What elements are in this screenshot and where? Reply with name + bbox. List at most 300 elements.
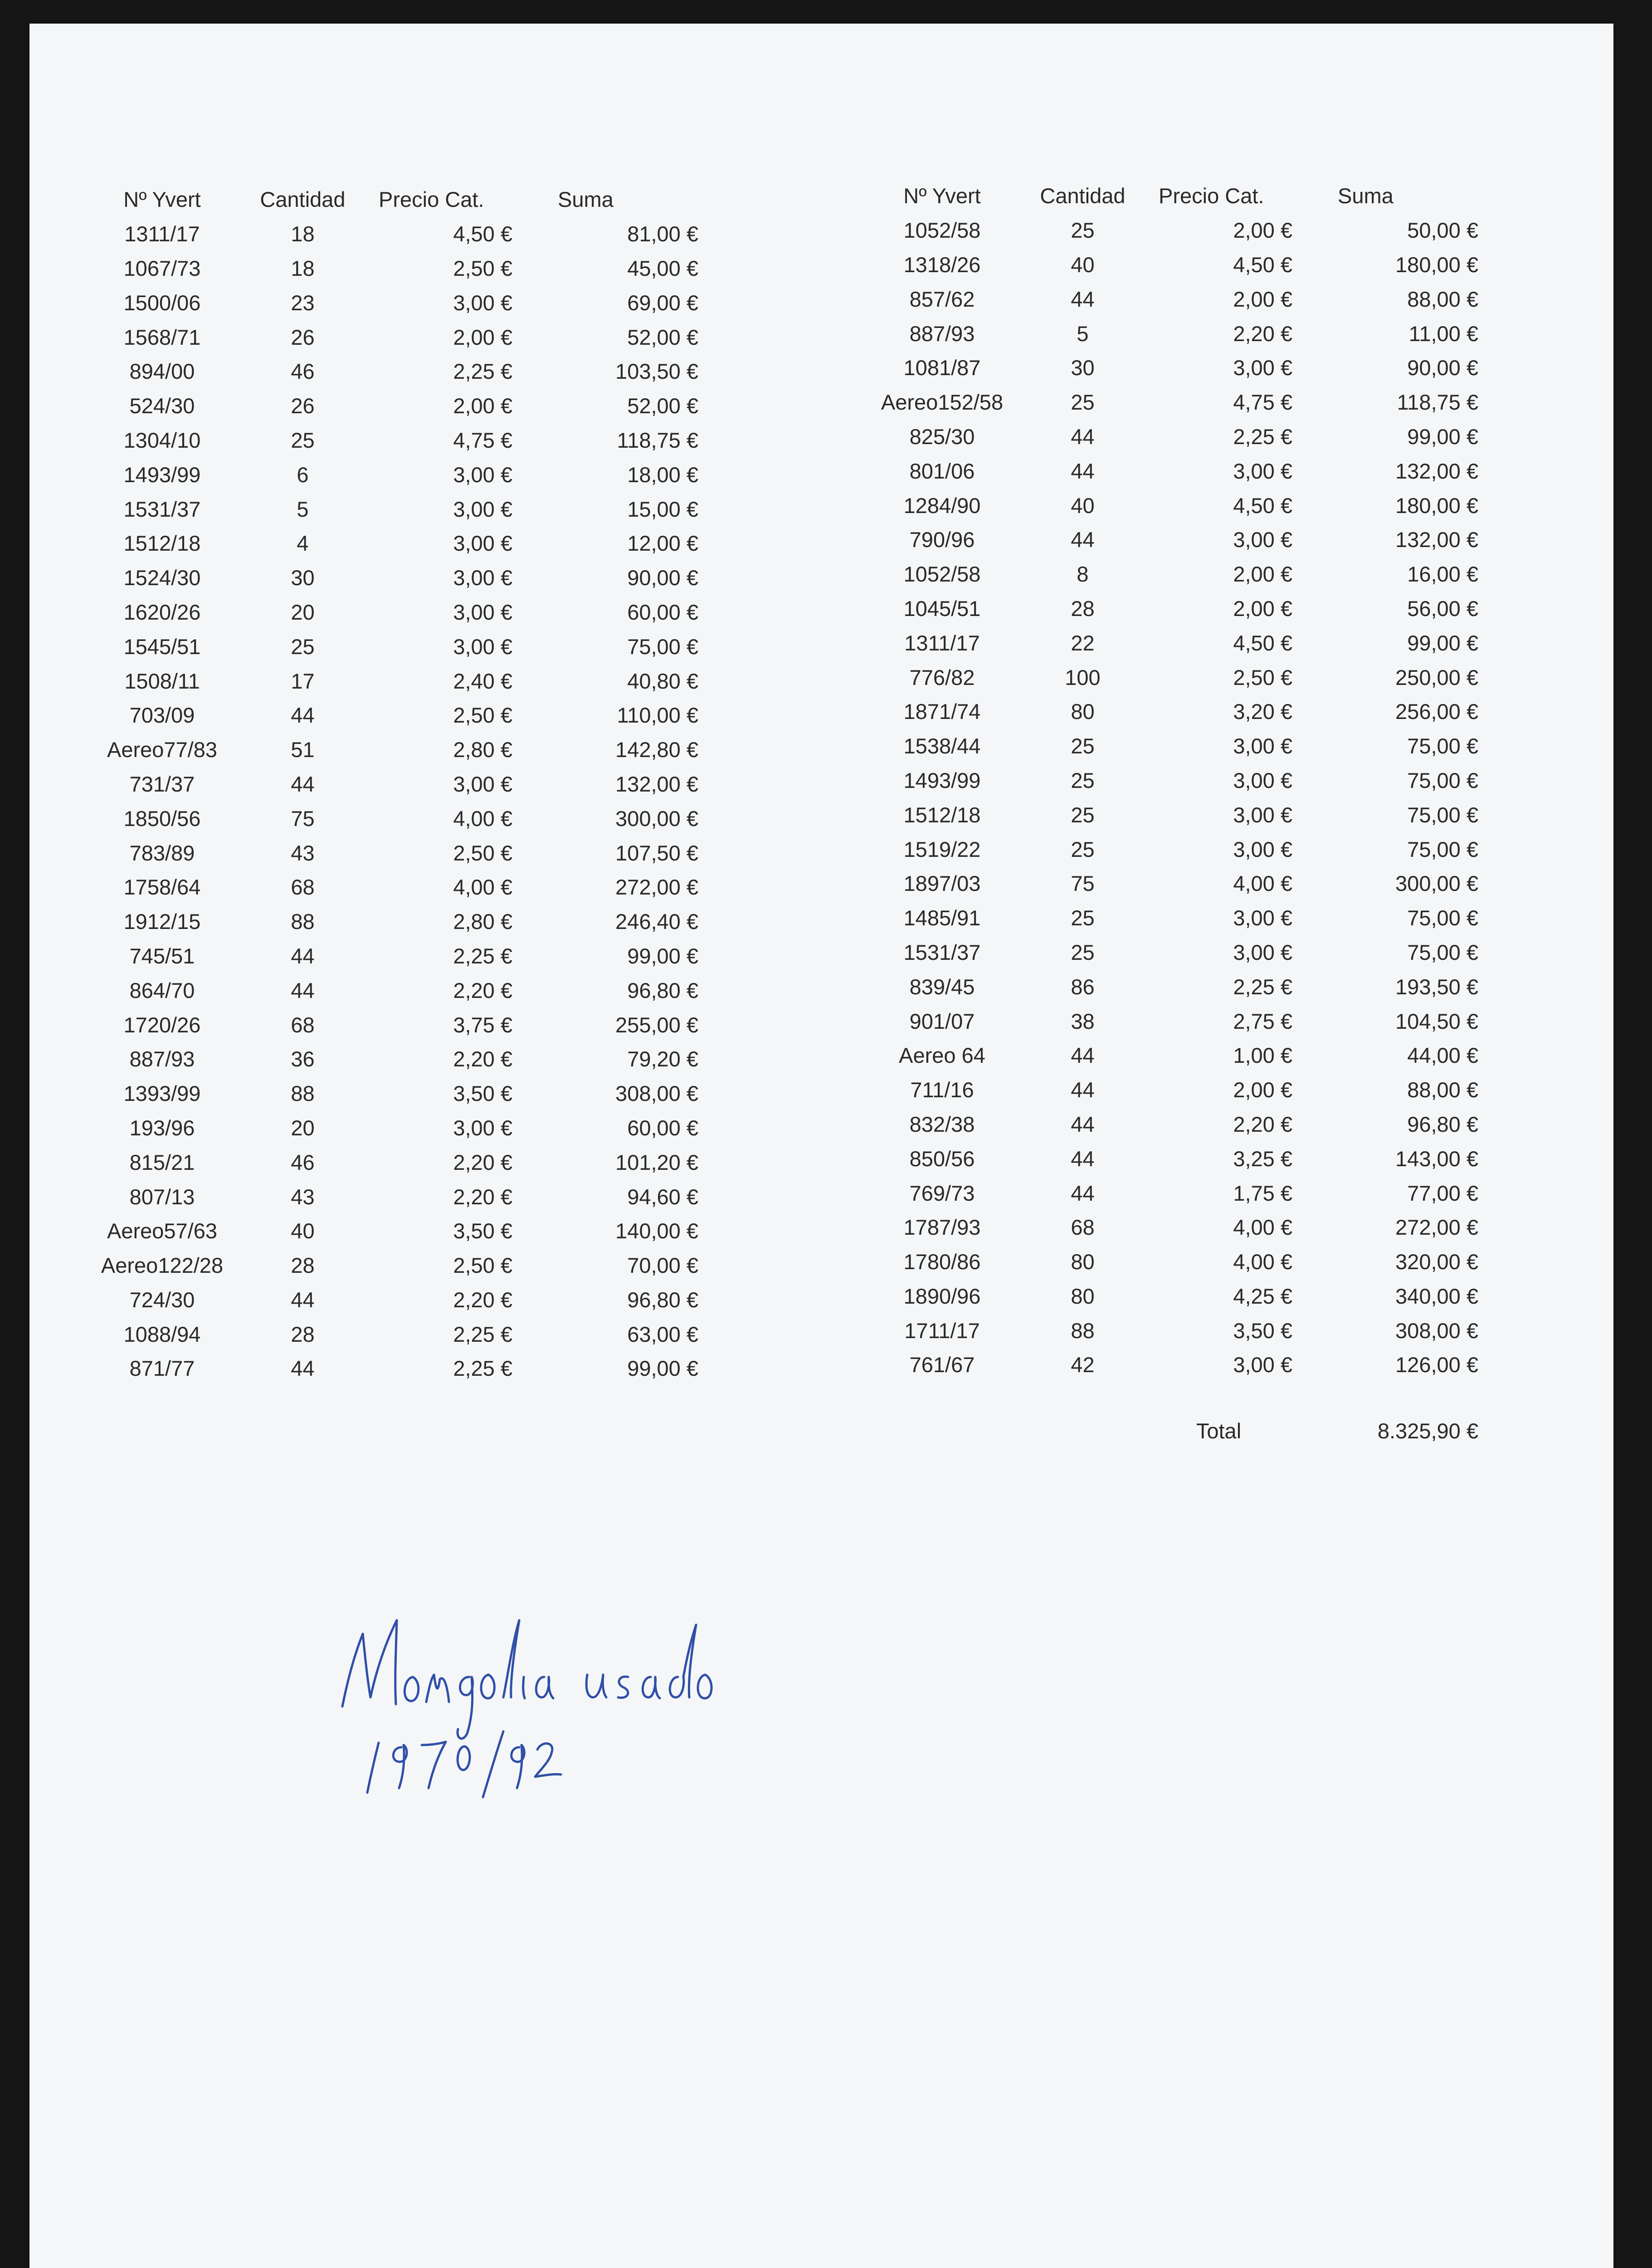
cell-cantidad: 18	[291, 222, 315, 246]
cell-precio: 3,20 €	[1233, 699, 1292, 724]
cell-precio: 4,75 €	[453, 428, 512, 452]
cell-precio: 4,00 €	[453, 806, 512, 831]
table-row	[864, 1210, 1478, 1245]
cell-yvert: 1284/90	[903, 493, 981, 518]
cell-cantidad: 44	[291, 1287, 315, 1312]
table-row	[864, 763, 1478, 798]
cell-cantidad: 80	[1071, 1284, 1095, 1308]
cell-cantidad: 44	[1071, 1078, 1095, 1102]
cell-cantidad: 44	[291, 978, 315, 1002]
cell-yvert: Aereo57/63	[107, 1219, 218, 1243]
cell-suma: 52,00 €	[627, 394, 698, 418]
cell-yvert: 724/30	[129, 1287, 195, 1312]
cell-precio: 2,25 €	[453, 1322, 512, 1346]
table-row	[84, 251, 698, 286]
cell-suma: 15,00 €	[627, 497, 698, 521]
cell-cantidad: 88	[1071, 1318, 1095, 1343]
cell-suma: 90,00 €	[627, 566, 698, 590]
cell-suma: 110,00 €	[617, 703, 698, 728]
cell-precio: 3,00 €	[1233, 906, 1292, 930]
cell-cantidad: 20	[291, 600, 315, 624]
cell-yvert: 1311/17	[124, 222, 200, 246]
cell-precio: 4,50 €	[453, 222, 512, 246]
cell-precio: 2,00 €	[1233, 218, 1292, 243]
cell-suma: 99,00 €	[627, 943, 698, 968]
cell-yvert: 887/93	[129, 1047, 195, 1071]
cell-suma: 56,00 €	[1407, 596, 1478, 621]
cell-suma: 118,75 €	[617, 428, 698, 452]
cell-cantidad: 25	[1071, 734, 1095, 758]
cell-suma: 101,20 €	[615, 1150, 698, 1174]
cell-yvert: 815/21	[129, 1150, 195, 1174]
cell-suma: 40,80 €	[627, 669, 698, 693]
cell-yvert: 1850/56	[123, 806, 201, 831]
cell-suma: 88,00 €	[1407, 1078, 1478, 1102]
table-row	[864, 1073, 1478, 1107]
cell-yvert: 850/56	[909, 1146, 975, 1171]
cell-yvert: 1052/58	[903, 562, 981, 587]
cell-cantidad: 68	[291, 1012, 315, 1037]
table-row	[84, 698, 698, 733]
table-row	[864, 248, 1478, 282]
cell-yvert: 857/62	[909, 287, 975, 311]
cell-precio: 3,00 €	[453, 566, 512, 590]
cell-yvert: 1531/37	[123, 497, 201, 521]
cell-yvert: Aereo122/28	[101, 1253, 224, 1278]
table-row	[84, 939, 698, 973]
stamp-table-left	[84, 182, 698, 1386]
cell-precio: 3,00 €	[1233, 1353, 1292, 1377]
cell-yvert: 1524/30	[123, 566, 201, 590]
cell-suma: 300,00 €	[615, 806, 698, 831]
cell-cantidad: 80	[1071, 699, 1095, 724]
table-row	[864, 626, 1478, 660]
cell-yvert: 731/37	[129, 772, 195, 796]
cell-cantidad: 44	[291, 1356, 315, 1381]
cell-yvert: 1512/18	[123, 531, 201, 556]
cell-yvert: 832/38	[909, 1112, 975, 1136]
table-row	[864, 729, 1478, 763]
cell-cantidad: 100	[1065, 665, 1101, 689]
table-row	[864, 213, 1478, 248]
cell-precio: 3,00 €	[1233, 734, 1292, 758]
cell-yvert: 1311/17	[904, 631, 980, 655]
cell-suma: 107,50 €	[615, 841, 698, 865]
table-row	[864, 1245, 1478, 1279]
table-row	[864, 385, 1478, 420]
cell-precio: 3,50 €	[453, 1219, 512, 1243]
cell-cantidad: 43	[291, 841, 315, 865]
cell-cantidad: 30	[291, 566, 315, 590]
cell-yvert: 761/67	[909, 1353, 975, 1377]
table-row	[84, 1076, 698, 1111]
cell-cantidad: 44	[291, 943, 315, 968]
cell-precio: 3,00 €	[453, 290, 512, 315]
cell-suma: 44,00 €	[1407, 1043, 1478, 1068]
cell-suma: 75,00 €	[1407, 906, 1478, 930]
cell-yvert: 1568/71	[123, 325, 201, 349]
cell-suma: 75,00 €	[627, 634, 698, 659]
table-row	[84, 973, 698, 1007]
cell-yvert: 871/77	[129, 1356, 195, 1381]
cell-suma: 308,00 €	[615, 1081, 698, 1106]
cell-precio: 3,00 €	[453, 497, 512, 521]
cell-yvert: 1512/18	[903, 802, 981, 827]
cell-cantidad: 68	[1071, 1215, 1095, 1240]
cell-cantidad: 5	[1077, 321, 1089, 346]
cell-cantidad: 44	[1071, 1146, 1095, 1171]
cell-cantidad: 88	[291, 909, 315, 934]
cell-suma: 16,00 €	[1407, 562, 1478, 587]
table-row	[84, 354, 698, 389]
cell-yvert: 1758/64	[123, 875, 201, 899]
cell-precio: 2,00 €	[453, 325, 512, 349]
cell-cantidad: 88	[291, 1081, 315, 1106]
table-row	[84, 492, 698, 526]
cell-yvert: 1067/73	[123, 256, 201, 280]
cell-suma: 99,00 €	[1407, 631, 1478, 655]
cell-precio: 2,50 €	[453, 703, 512, 728]
cell-yvert: 745/51	[129, 943, 195, 968]
cell-yvert: 1871/74	[903, 699, 981, 724]
cell-suma: 94,60 €	[627, 1184, 698, 1209]
cell-yvert: 769/73	[909, 1181, 975, 1205]
cell-suma: 75,00 €	[1407, 837, 1478, 861]
cell-suma: 272,00 €	[615, 875, 698, 899]
cell-suma: 75,00 €	[1407, 802, 1478, 827]
cell-suma: 143,00 €	[1395, 1146, 1478, 1171]
table-row	[864, 1348, 1478, 1382]
cell-yvert: 1531/37	[903, 940, 981, 964]
cell-precio: 2,50 €	[453, 1253, 512, 1278]
cell-precio: 3,75 €	[453, 1012, 512, 1037]
cell-cantidad: 22	[1071, 631, 1095, 655]
cell-cantidad: 25	[1071, 940, 1095, 964]
cell-suma: 63,00 €	[627, 1322, 698, 1346]
cell-yvert: 1538/44	[903, 734, 981, 758]
cell-yvert: 1318/26	[903, 252, 981, 277]
cell-yvert: 524/30	[129, 394, 195, 418]
cell-suma: 132,00 €	[1395, 459, 1478, 483]
cell-precio: 2,20 €	[453, 978, 512, 1002]
table-row	[84, 836, 698, 870]
cell-suma: 103,50 €	[615, 359, 698, 384]
table-row	[84, 389, 698, 423]
cell-yvert: 887/93	[909, 321, 975, 346]
table-row	[864, 523, 1478, 557]
cell-precio: 3,00 €	[453, 772, 512, 796]
cell-yvert: 1493/99	[123, 462, 201, 487]
cell-cantidad: 44	[1071, 1043, 1095, 1068]
cell-suma: 18,00 €	[627, 462, 698, 487]
cell-cantidad: 40	[1071, 252, 1095, 277]
cell-cantidad: 80	[1071, 1250, 1095, 1274]
cell-cantidad: 44	[1071, 1112, 1095, 1136]
cell-yvert: 825/30	[909, 424, 975, 449]
cell-yvert: 1890/96	[903, 1284, 981, 1308]
cell-suma: 256,00 €	[1395, 699, 1478, 724]
cell-precio: 4,00 €	[453, 875, 512, 899]
cell-suma: 255,00 €	[615, 1012, 698, 1037]
cell-precio: 3,00 €	[453, 600, 512, 624]
cell-precio: 2,20 €	[453, 1184, 512, 1209]
cell-cantidad: 6	[297, 462, 309, 487]
cell-precio: 2,50 €	[453, 256, 512, 280]
col-header-yvert: Nº Yvert	[903, 184, 981, 208]
cell-precio: 2,80 €	[453, 909, 512, 934]
cell-cantidad: 28	[291, 1322, 315, 1346]
table-row	[84, 423, 698, 458]
cell-cantidad: 4	[297, 531, 309, 556]
cell-yvert: 776/82	[909, 665, 975, 689]
cell-yvert: 1897/03	[903, 871, 981, 896]
cell-yvert: 1780/86	[903, 1250, 981, 1274]
col-header-cantidad: Cantidad	[1040, 184, 1126, 208]
cell-cantidad: 44	[1071, 459, 1095, 483]
cell-yvert: 1620/26	[123, 600, 201, 624]
cell-yvert: 1500/06	[123, 290, 201, 315]
cell-precio: 2,50 €	[1233, 665, 1292, 689]
table-row	[84, 1214, 698, 1248]
cell-suma: 142,80 €	[615, 738, 698, 762]
cell-precio: 3,50 €	[453, 1081, 512, 1106]
cell-cantidad: 25	[1071, 906, 1095, 930]
cell-cantidad: 86	[1071, 974, 1095, 999]
table-row	[84, 733, 698, 767]
cell-precio: 3,00 €	[1233, 802, 1292, 827]
cell-precio: 4,00 €	[1233, 1215, 1292, 1240]
cell-suma: 45,00 €	[627, 256, 698, 280]
cell-precio: 3,00 €	[1233, 940, 1292, 964]
col-header-precio: Precio Cat.	[379, 187, 484, 212]
cell-cantidad: 23	[291, 290, 315, 315]
table-row	[864, 935, 1478, 970]
table-row	[864, 316, 1478, 351]
cell-precio: 2,25 €	[453, 943, 512, 968]
cell-precio: 1,00 €	[1233, 1043, 1292, 1068]
cell-suma: 320,00 €	[1395, 1250, 1478, 1274]
table-row	[84, 629, 698, 664]
table-row	[84, 1179, 698, 1214]
cell-yvert: 807/13	[129, 1184, 195, 1209]
total-row	[864, 1382, 1478, 1448]
cell-precio: 4,50 €	[1233, 631, 1292, 655]
cell-precio: 4,00 €	[1233, 1250, 1292, 1274]
col-header-suma: Suma	[1338, 184, 1394, 208]
table-row	[864, 901, 1478, 935]
cell-cantidad: 25	[1071, 802, 1095, 827]
table-row	[84, 1042, 698, 1076]
cell-yvert: 1485/91	[903, 906, 981, 930]
cell-precio: 3,00 €	[453, 634, 512, 659]
cell-yvert: 1304/10	[123, 428, 201, 452]
cell-yvert: 1912/15	[123, 909, 201, 934]
cell-yvert: 801/06	[909, 459, 975, 483]
cell-suma: 70,00 €	[627, 1253, 698, 1278]
cell-cantidad: 25	[291, 634, 315, 659]
cell-precio: 2,20 €	[453, 1287, 512, 1312]
cell-suma: 180,00 €	[1395, 493, 1478, 518]
table-row	[864, 866, 1478, 901]
cell-suma: 132,00 €	[1395, 528, 1478, 552]
table-row	[864, 351, 1478, 385]
cell-cantidad: 44	[1071, 528, 1095, 552]
table-header-row	[864, 179, 1478, 213]
cell-suma: 12,00 €	[627, 531, 698, 556]
cell-suma: 193,50 €	[1395, 974, 1478, 999]
table-row	[84, 1111, 698, 1145]
table-row	[84, 1317, 698, 1351]
table-row	[84, 320, 698, 354]
cell-yvert: 839/45	[909, 974, 975, 999]
cell-cantidad: 42	[1071, 1353, 1095, 1377]
table-row	[84, 801, 698, 836]
cell-suma: 104,50 €	[1395, 1009, 1478, 1033]
cell-precio: 2,20 €	[453, 1150, 512, 1174]
cell-suma: 246,40 €	[615, 909, 698, 934]
cell-suma: 96,80 €	[1407, 1112, 1478, 1136]
cell-suma: 60,00 €	[627, 1115, 698, 1140]
cell-suma: 96,80 €	[627, 978, 698, 1002]
cell-suma: 88,00 €	[1407, 287, 1478, 311]
cell-yvert: 1493/99	[903, 768, 981, 792]
table-row	[84, 767, 698, 802]
cell-suma: 11,00 €	[1408, 321, 1478, 346]
cell-cantidad: 8	[1077, 562, 1089, 587]
cell-cantidad: 20	[291, 1115, 315, 1140]
table-body-left	[84, 217, 698, 1386]
cell-suma: 99,00 €	[1407, 424, 1478, 449]
handwritten-note	[329, 1602, 782, 1802]
cell-cantidad: 25	[1071, 768, 1095, 792]
cell-cantidad: 40	[1071, 493, 1095, 518]
table-row	[84, 904, 698, 939]
cell-cantidad: 25	[1071, 218, 1095, 243]
cell-yvert: 790/96	[909, 528, 975, 552]
table-header-row	[84, 182, 698, 217]
cell-yvert: 1519/22	[903, 837, 981, 861]
cell-yvert: 703/09	[129, 703, 195, 728]
cell-cantidad: 18	[291, 256, 315, 280]
cell-cantidad: 46	[291, 359, 315, 384]
table-row	[864, 454, 1478, 488]
cell-cantidad: 17	[291, 669, 315, 693]
cell-suma: 90,00 €	[1407, 356, 1478, 380]
cell-yvert: Aereo77/83	[107, 738, 218, 762]
cell-suma: 75,00 €	[1407, 734, 1478, 758]
cell-suma: 308,00 €	[1395, 1318, 1478, 1343]
cell-suma: 180,00 €	[1395, 252, 1478, 277]
cell-yvert: 864/70	[129, 978, 195, 1002]
total-value: 8.325,90 €	[1377, 1419, 1478, 1443]
table-row	[84, 457, 698, 492]
cell-cantidad: 51	[291, 738, 315, 762]
cell-suma: 300,00 €	[1395, 871, 1478, 896]
cell-cantidad: 40	[291, 1219, 315, 1243]
cell-precio: 2,25 €	[453, 359, 512, 384]
cell-yvert: Aereo 64	[899, 1043, 985, 1068]
cell-cantidad: 44	[1071, 424, 1095, 449]
cell-precio: 2,25 €	[453, 1356, 512, 1381]
table-row	[864, 1313, 1478, 1348]
cell-precio: 3,00 €	[1233, 768, 1292, 792]
table-row	[84, 1145, 698, 1179]
table-row	[84, 664, 698, 698]
cell-yvert: 783/89	[129, 841, 195, 865]
cell-precio: 3,00 €	[1233, 528, 1292, 552]
cell-yvert: 193/96	[129, 1115, 195, 1140]
cell-cantidad: 44	[291, 703, 315, 728]
cell-precio: 3,00 €	[1233, 356, 1292, 380]
cell-cantidad: 38	[1071, 1009, 1095, 1033]
cell-suma: 60,00 €	[627, 600, 698, 624]
table-row	[84, 595, 698, 630]
cell-cantidad: 75	[291, 806, 315, 831]
cell-precio: 2,40 €	[453, 669, 512, 693]
col-header-cantidad: Cantidad	[260, 187, 346, 212]
table-row	[864, 969, 1478, 1004]
table-row	[864, 1279, 1478, 1314]
cell-precio: 2,25 €	[1233, 424, 1292, 449]
cell-precio: 4,75 €	[1233, 390, 1292, 415]
table-row	[84, 285, 698, 320]
cell-cantidad: 25	[1071, 390, 1095, 415]
cell-precio: 2,20 €	[1233, 321, 1292, 346]
cell-yvert: 894/00	[129, 359, 195, 384]
cell-cantidad: 28	[1071, 596, 1095, 621]
cell-suma: 69,00 €	[627, 290, 698, 315]
table-row	[864, 557, 1478, 591]
cell-suma: 75,00 €	[1407, 768, 1478, 792]
cell-precio: 3,00 €	[453, 462, 512, 487]
cell-yvert: 711/16	[910, 1078, 974, 1102]
table-row	[84, 561, 698, 595]
cell-suma: 126,00 €	[1395, 1353, 1478, 1377]
table-row	[864, 694, 1478, 729]
cell-precio: 2,00 €	[1233, 596, 1292, 621]
table-row	[84, 1283, 698, 1317]
cell-precio: 4,25 €	[1233, 1284, 1292, 1308]
table-row	[864, 420, 1478, 454]
cell-cantidad: 25	[1071, 837, 1095, 861]
cell-precio: 2,25 €	[1233, 974, 1292, 999]
cell-yvert: 1720/26	[123, 1012, 201, 1037]
table-row	[864, 1141, 1478, 1176]
table-row	[84, 1248, 698, 1283]
cell-cantidad: 75	[1071, 871, 1095, 896]
cell-yvert: 1045/51	[903, 596, 981, 621]
cell-precio: 2,00 €	[453, 394, 512, 418]
cell-cantidad: 30	[1071, 356, 1095, 380]
table-row	[864, 797, 1478, 832]
col-header-precio: Precio Cat.	[1159, 184, 1264, 208]
cell-cantidad: 28	[291, 1253, 315, 1278]
table-row	[864, 591, 1478, 626]
cell-precio: 4,50 €	[1233, 493, 1292, 518]
cell-suma: 272,00 €	[1395, 1215, 1478, 1240]
table-row	[84, 1007, 698, 1042]
table-row	[84, 870, 698, 904]
cell-cantidad: 25	[291, 428, 315, 452]
cell-suma: 99,00 €	[627, 1356, 698, 1381]
cell-suma: 250,00 €	[1395, 665, 1478, 689]
cell-yvert: Aereo152/58	[881, 390, 1004, 415]
table-body-right	[864, 213, 1478, 1382]
cell-yvert: 1052/58	[903, 218, 981, 243]
cell-cantidad: 44	[1071, 287, 1095, 311]
cell-yvert: 1088/94	[123, 1322, 201, 1346]
cell-suma: 52,00 €	[627, 325, 698, 349]
